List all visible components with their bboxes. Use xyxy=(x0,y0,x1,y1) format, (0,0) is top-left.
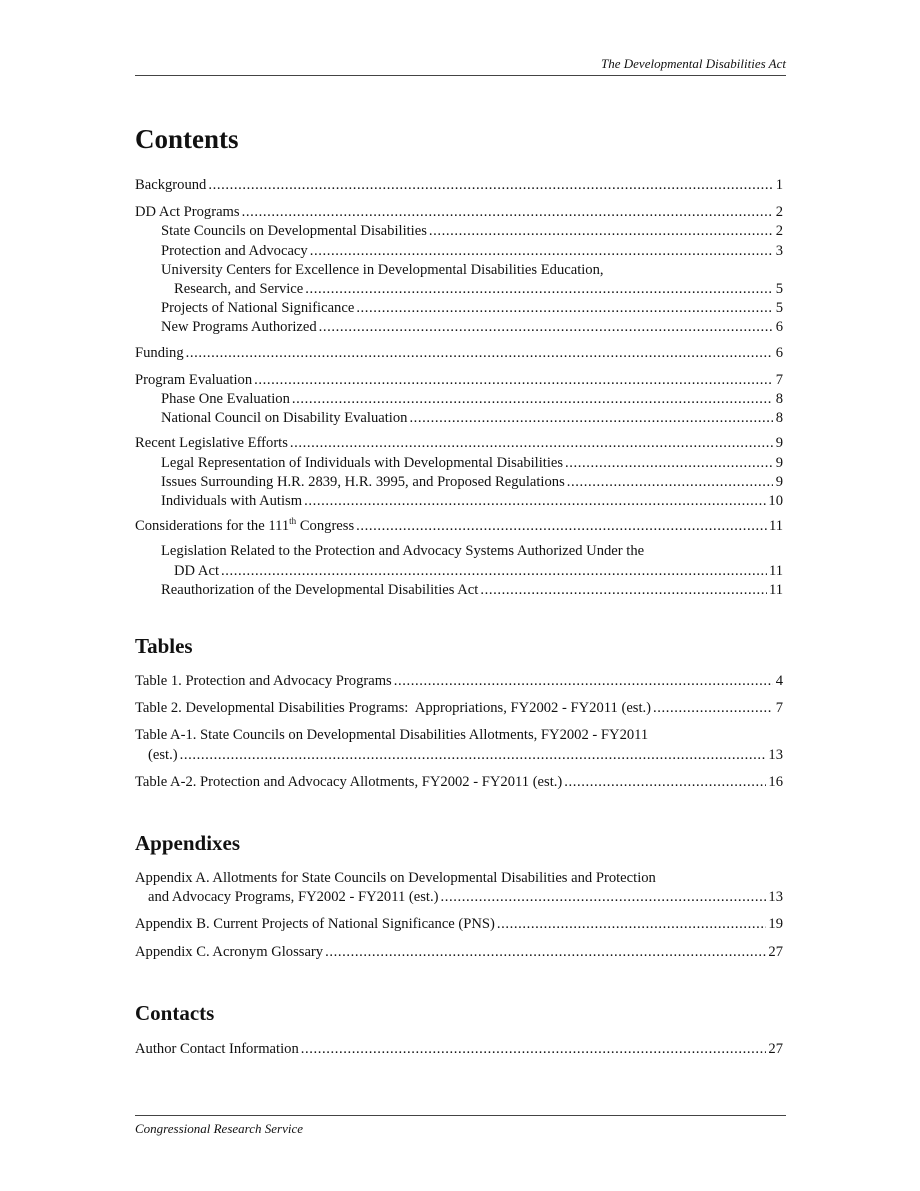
toc-entry-label: Appendix A. Allotments for State Councils on Developmental Disabilities and Protection xyxy=(135,870,656,886)
toc-page-number: 27 xyxy=(768,943,783,960)
contents-heading: Contents xyxy=(135,124,239,154)
toc-entry-dd-act-programs[interactable] xyxy=(135,203,783,222)
toc-entry-label: Considerations for the 111th Congress xyxy=(135,516,355,535)
toc-entry-label: Funding xyxy=(135,344,184,361)
toc-entry-ncd-evaluation[interactable] xyxy=(135,409,783,428)
toc-entry-label: Table 2. Developmental Disabilities Programs: Appropriations, FY2002 - FY2011 (est.) xyxy=(135,700,652,717)
toc-page-number: 7 xyxy=(775,700,783,717)
toc-entry-protection-advocacy[interactable] xyxy=(135,242,783,261)
contents-list xyxy=(135,176,783,600)
dot-leader xyxy=(180,746,767,765)
toc-page-number: 2 xyxy=(775,223,783,240)
tables-list xyxy=(135,672,783,792)
toc-page-number: 13 xyxy=(768,889,783,906)
toc-page-number: 16 xyxy=(768,773,783,790)
toc-page-number: 27 xyxy=(768,1041,783,1057)
toc-page-number: 5 xyxy=(775,300,783,317)
toc-entry-program-evaluation[interactable] xyxy=(135,371,783,390)
toc-entry-funding[interactable] xyxy=(135,344,783,363)
toc-entry-university-centers[interactable] xyxy=(135,261,783,299)
toc-page-number: 2 xyxy=(775,204,783,221)
toc-page-number: 8 xyxy=(775,391,783,408)
toc-entry-label: Background xyxy=(135,177,207,193)
toc-entry-phase-one[interactable] xyxy=(135,390,783,409)
dot-leader xyxy=(356,299,773,318)
dot-leader xyxy=(325,943,766,962)
toc-entry-label-continued: and Advocacy Programs, FY2002 - FY2011 (est.) xyxy=(148,889,439,906)
toc-entry-autism[interactable] xyxy=(135,492,783,511)
dot-leader xyxy=(394,672,773,691)
dot-leader xyxy=(497,915,766,934)
toc-page-number: 11 xyxy=(768,562,783,579)
page-footer: Congressional Research Service xyxy=(135,1115,786,1137)
toc-page-number: 6 xyxy=(775,319,783,336)
toc-page-number: 9 xyxy=(775,454,783,471)
toc-entry-label: Reauthorization of the Developmental Disabilities Act xyxy=(161,581,479,598)
toc-entry-label: Appendix B. Current Projects of National Significance (PNS) xyxy=(135,916,495,933)
toc-page-number: 6 xyxy=(775,344,783,361)
dot-leader xyxy=(304,492,766,511)
dot-leader xyxy=(441,888,767,907)
running-header: The Developmental Disabilities Act xyxy=(135,56,786,76)
dot-leader xyxy=(310,242,773,261)
appendixes-heading: Appendixes xyxy=(135,831,241,855)
toc-entry-label: Legislation Related to the Protection and Advocacy Systems Authorized Under the xyxy=(161,543,645,560)
toc-page-number: 7 xyxy=(775,371,783,388)
toc-page-number: 10 xyxy=(768,493,783,510)
dot-leader xyxy=(429,222,773,241)
toc-entry-label: Table 1. Protection and Advocacy Programs xyxy=(135,673,392,689)
toc-entry-appendix-a[interactable] xyxy=(135,869,783,907)
toc-page-number: 9 xyxy=(775,473,783,490)
toc-entry-label: National Council on Disability Evaluation xyxy=(161,410,408,427)
dot-leader xyxy=(565,454,773,473)
toc-entry-table-1[interactable] xyxy=(135,672,783,691)
dot-leader xyxy=(564,773,766,792)
contacts-heading: Contacts xyxy=(135,1001,215,1025)
toc-entry-legal-representation[interactable] xyxy=(135,454,783,473)
dot-leader xyxy=(409,409,773,428)
contacts-list xyxy=(135,1040,783,1059)
toc-entry-label: Table A-2. Protection and Advocacy Allotments, FY2002 - FY2011 (est.) xyxy=(135,773,563,790)
toc-entry-background[interactable] xyxy=(135,176,783,195)
toc-entry-state-councils[interactable] xyxy=(135,222,783,241)
toc-entry-appendix-c[interactable] xyxy=(135,943,783,962)
toc-entry-label-continued: Research, and Service xyxy=(174,281,304,298)
toc-entry-label-continued: (est.) xyxy=(148,746,178,763)
toc-entry-label: Program Evaluation xyxy=(135,371,253,388)
toc-entry-label: Issues Surrounding H.R. 2839, H.R. 3995, and Proposed Regulations xyxy=(161,473,565,490)
toc-page-number: 13 xyxy=(768,746,783,763)
dot-leader xyxy=(480,581,767,600)
toc-entry-appendix-b[interactable] xyxy=(135,915,783,934)
dot-leader xyxy=(221,562,767,581)
toc-page-number: 11 xyxy=(768,581,783,598)
toc-entry-label: New Programs Authorized xyxy=(161,319,317,336)
toc-entry-label: DD Act Programs xyxy=(135,204,240,221)
toc-page-number: 4 xyxy=(775,673,783,689)
toc-entry-table-2[interactable] xyxy=(135,699,783,718)
toc-entry-projects-national-significance[interactable] xyxy=(135,299,783,318)
appendixes-list xyxy=(135,869,783,962)
toc-entry-label: Protection and Advocacy xyxy=(161,242,308,259)
dot-leader xyxy=(186,344,773,363)
toc-entry-recent-legislative[interactable] xyxy=(135,434,783,453)
dot-leader xyxy=(305,280,773,299)
toc-entry-label: Projects of National Significance xyxy=(161,300,355,317)
dot-leader xyxy=(653,699,773,718)
toc-entry-table-a1[interactable] xyxy=(135,726,783,764)
dot-leader xyxy=(242,203,773,222)
toc-entry-label: State Councils on Developmental Disabilities xyxy=(161,223,427,240)
toc-page-number: 11 xyxy=(768,518,783,535)
toc-entry-label: Recent Legislative Efforts xyxy=(135,435,288,452)
toc-entry-label: Appendix C. Acronym Glossary xyxy=(135,943,324,960)
toc-entry-issues-hr[interactable] xyxy=(135,473,783,492)
toc-entry-legislation-pa-systems[interactable] xyxy=(135,542,783,580)
toc-entry-label: Legal Representation of Individuals with Developmental Disabilities xyxy=(161,454,564,471)
toc-page-number: 1 xyxy=(775,177,783,193)
toc-entry-new-programs[interactable] xyxy=(135,318,783,337)
toc-entry-table-a2[interactable] xyxy=(135,773,783,792)
dot-leader xyxy=(356,517,767,536)
toc-entry-label: Table A-1. State Councils on Developmental Disabilities Allotments, FY2002 - FY2011 xyxy=(135,727,649,744)
dot-leader xyxy=(208,176,773,195)
toc-entry-label: Individuals with Autism xyxy=(161,493,303,510)
dot-leader xyxy=(319,318,773,337)
dot-leader xyxy=(567,473,773,492)
toc-entry-considerations-111th[interactable] xyxy=(135,517,783,536)
toc-page-number: 9 xyxy=(775,435,783,452)
toc-entry-label: Author Contact Information xyxy=(135,1041,299,1057)
toc-page-number: 3 xyxy=(775,242,783,259)
toc-entry-reauthorization[interactable] xyxy=(135,581,783,600)
toc-entry-author-contact[interactable] xyxy=(135,1040,783,1059)
toc-entry-label: University Centers for Excellence in Developmental Disabilities Education, xyxy=(161,261,604,278)
dot-leader xyxy=(254,371,773,390)
toc-entry-label-continued: DD Act xyxy=(174,562,219,579)
dot-leader xyxy=(301,1040,767,1059)
dot-leader xyxy=(290,434,773,453)
toc-entry-label: Phase One Evaluation xyxy=(161,391,290,408)
toc-page-number: 5 xyxy=(775,281,783,298)
toc-page-number: 19 xyxy=(768,916,783,933)
tables-heading: Tables xyxy=(135,634,193,658)
dot-leader xyxy=(292,390,773,409)
toc-page-number: 8 xyxy=(775,410,783,427)
